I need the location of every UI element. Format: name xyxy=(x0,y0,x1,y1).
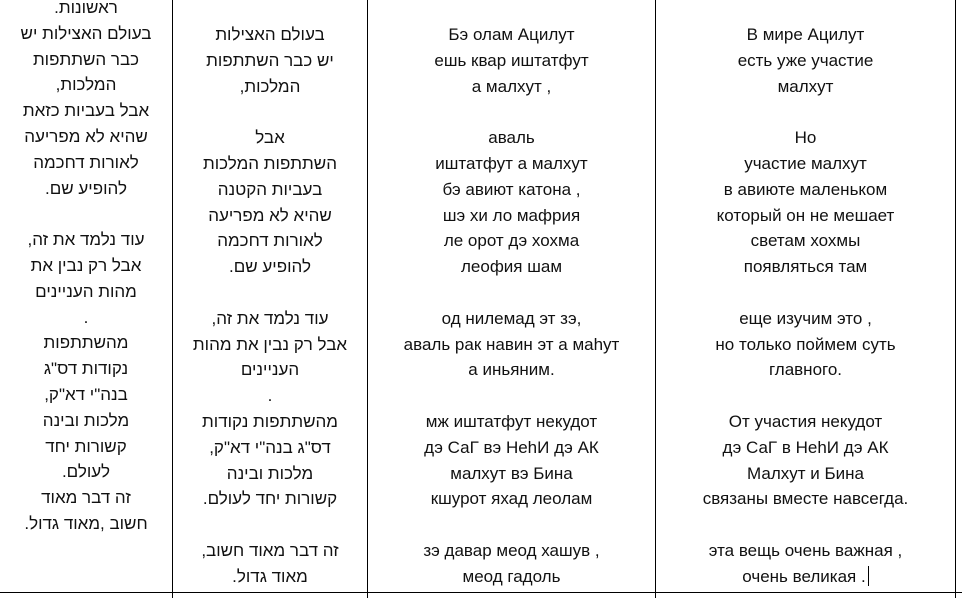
text-line: а малхут , xyxy=(471,76,552,96)
text-line: לאורות דחכמה xyxy=(33,152,139,172)
text-line: בנה"י דא"ק, xyxy=(44,384,128,404)
text-line: מהות העניינים xyxy=(35,281,137,301)
text-line: который он не мешает xyxy=(716,205,895,225)
text-line: שהיא לא מפריעה xyxy=(208,205,332,225)
text-line: אבל בעביות כזאת xyxy=(22,101,150,121)
text-line: ешь квар иштатфут xyxy=(434,50,589,70)
text-line: но только поймем суть xyxy=(715,334,896,354)
text-line: малхут xyxy=(777,76,834,96)
text-line: есть уже участие xyxy=(737,50,874,70)
blank-line xyxy=(656,383,955,409)
text-line: од нилемад эт зэ, xyxy=(441,308,582,328)
text-line: меод гадоль xyxy=(462,566,561,586)
text-line: בעולם האצילות xyxy=(215,25,325,44)
text-cursor xyxy=(868,566,869,586)
text-line: связаны вместе навсегда. xyxy=(702,489,909,509)
text-line: бэ авиют катона , xyxy=(442,179,581,199)
text-line: участие малхут xyxy=(744,153,867,173)
text-line: дэ СаГ в НеhИ дэ АК xyxy=(722,437,889,457)
text-line: המלכות, xyxy=(239,76,301,96)
text-line: עוד נלמד את זה, xyxy=(27,230,145,250)
text-line: אבל רק נבין את מהות xyxy=(192,334,348,354)
text-line: מאוד גדול. xyxy=(232,566,308,586)
text-line: בעולם האצילות יש xyxy=(20,23,152,43)
blank-line xyxy=(368,383,655,409)
text-line: מהשתתפות xyxy=(43,333,129,353)
text-line: יש כבר השתתפות xyxy=(206,50,334,70)
text-line: Бэ олам Ацилут xyxy=(448,25,575,44)
text-line: леофия шам xyxy=(460,257,563,277)
text-line: в авиюте маленьком xyxy=(723,179,888,199)
text-line: לאורות דחכמה xyxy=(217,231,323,251)
text-line: малхут вэ Бина xyxy=(450,463,573,483)
blank-line xyxy=(173,99,367,125)
blank-line xyxy=(656,512,955,538)
text-line: мж иштатфут некудот xyxy=(425,411,598,431)
text-line: נקודות דס"ג xyxy=(43,359,129,379)
blank-line xyxy=(656,99,955,125)
blank-line xyxy=(368,280,655,306)
text-line: מלכות ובינה xyxy=(226,463,314,483)
text-line: קשורות יחד לעולם. xyxy=(202,489,338,509)
text-line: מהשתתפות נקודות xyxy=(202,411,338,431)
text-line: аваль рак навин эт а маhут xyxy=(403,334,620,354)
blank-line xyxy=(368,512,655,538)
text-line: אבל xyxy=(255,128,285,148)
text-line: еще изучим это , xyxy=(739,308,872,328)
text-line: לעולם. xyxy=(61,462,111,482)
text-line: חשוב ,מאוד גדול. xyxy=(24,513,148,533)
text-line: העניינים xyxy=(240,360,300,380)
text-line: очень великая . xyxy=(656,564,955,590)
text-line: ראשונות. xyxy=(54,0,118,17)
text-line: . xyxy=(267,386,273,406)
text-line: בעביות הקטנה xyxy=(217,179,323,199)
text-line: иштатфут а малхут xyxy=(435,153,588,173)
table-bottom-border xyxy=(0,592,962,593)
text-line: В мире Ацилут xyxy=(746,25,865,44)
text-line: זה דבר מאוד xyxy=(41,488,131,508)
hebrew-column xyxy=(173,22,367,590)
text-line: ле орот дэ хохма xyxy=(443,231,580,251)
hebrew-column-left xyxy=(0,0,172,537)
text-line: דס"ג בנה"י דא"ק, xyxy=(209,437,331,457)
blank-line xyxy=(368,99,655,125)
text-line: а иньяним. xyxy=(468,360,555,380)
text-line: появляться там xyxy=(743,257,868,277)
text-line: להופיע שם. xyxy=(229,257,311,277)
text-line: כבר השתתפות xyxy=(32,49,140,69)
transliteration-column xyxy=(368,22,655,590)
text-line: מלכות ובינה xyxy=(42,410,130,430)
text-line: От участия некудот xyxy=(728,411,883,431)
text-line: Малхут и Бина xyxy=(747,463,864,483)
text-line: השתתפות המלכות xyxy=(203,153,337,173)
text-line: эта вещь очень важная , xyxy=(708,540,903,560)
blank-line xyxy=(0,201,172,227)
text-line: светам хохмы xyxy=(750,231,861,251)
blank-line xyxy=(173,280,367,306)
text-line: עוד נלמד את זה, xyxy=(211,308,329,328)
text-line: кшурот яхад леолам xyxy=(430,489,593,509)
text-line: אבל רק נבין את xyxy=(30,255,142,275)
blank-line xyxy=(173,512,367,538)
russian-column xyxy=(656,22,955,590)
blank-line xyxy=(656,280,955,306)
text-line: המלכות, xyxy=(55,75,117,95)
text-line: . xyxy=(83,307,89,327)
text-line: шэ хи ло мафрия xyxy=(442,205,581,225)
text-line: дэ СаГ вэ НеhИ дэ АК xyxy=(424,437,599,457)
text-line: זה דבר מאוד חשוב, xyxy=(201,540,339,560)
text-line: главного. xyxy=(768,360,843,380)
text-line: שהיא לא מפריעה xyxy=(24,126,148,146)
text-line: Но xyxy=(794,128,817,148)
text-line: להופיע שם. xyxy=(45,178,127,198)
text-line: зэ давар меод хашув , xyxy=(423,540,600,560)
column-divider-4 xyxy=(955,0,956,598)
text-line: קשורות יחד xyxy=(45,436,127,456)
text-line: аваль xyxy=(488,128,535,148)
